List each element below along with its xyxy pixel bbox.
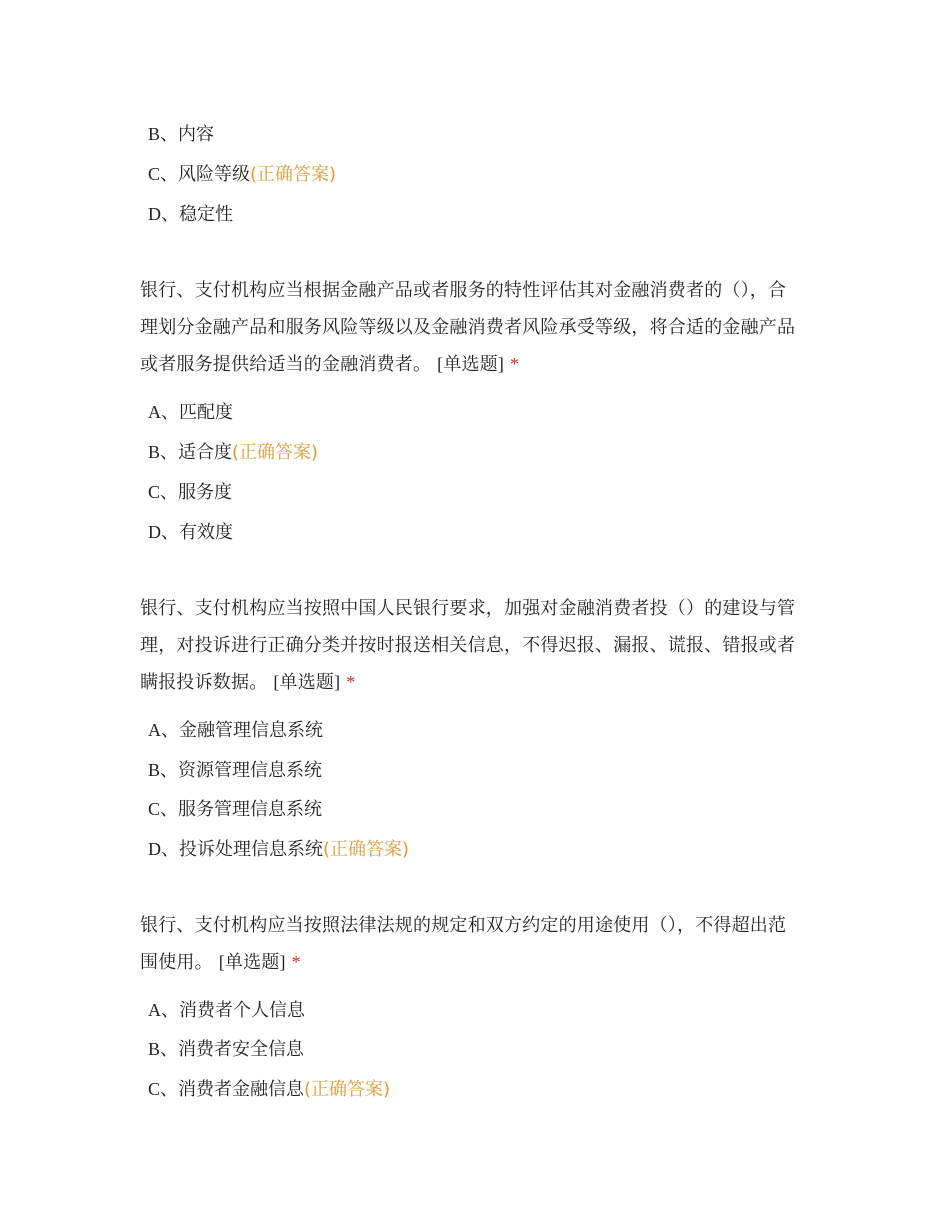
option-letter: A、 (148, 1000, 179, 1020)
option-letter: B、 (148, 442, 179, 462)
question-line-text: 或者服务提供给适当的金融消费者。 (140, 354, 432, 375)
question-line: 理，对投诉进行正确分类并按时报送相关信息，不得迟报、漏报、谎报、错报或者 (140, 635, 796, 656)
question-line: 银行、支付机构应当按照中国人民银行要求，加强对金融消费者投（）的建设与管 (140, 598, 796, 619)
option-text: 内容 (178, 124, 215, 145)
option-text: 服务管理信息系统 (178, 799, 323, 820)
option-a[interactable] (148, 719, 323, 741)
option-c[interactable] (148, 481, 232, 503)
question-line: 银行、支付机构应当按照法律法规的规定和双方约定的用途使用（），不得超出范 (140, 915, 787, 936)
option-text: 消费者安全信息 (178, 1039, 305, 1060)
required-mark: * (291, 952, 301, 972)
option-text: 有效度 (179, 522, 233, 543)
option-b[interactable] (148, 759, 322, 781)
option-text: 适合度 (178, 442, 233, 463)
option-a[interactable] (148, 999, 305, 1021)
option-text: 服务度 (178, 482, 233, 503)
option-letter: C、 (148, 799, 179, 819)
question-text (140, 907, 820, 981)
option-letter: B、 (148, 1039, 179, 1059)
required-mark: * (510, 354, 520, 374)
option-text: 匹配度 (179, 402, 233, 423)
question-type-tag: [单选题] (218, 952, 286, 972)
option-letter: A、 (148, 720, 179, 740)
option-text: 消费者个人信息 (179, 1000, 305, 1021)
option-a[interactable] (148, 401, 233, 423)
question-line: 银行、支付机构应当根据金融产品或者服务的特性评估其对金融消费者的（），合 (140, 280, 787, 301)
option-letter: D、 (148, 839, 179, 859)
option-b[interactable] (148, 1038, 304, 1060)
question-type-tag: [单选题] (273, 672, 341, 692)
question-line: 理划分金融产品和服务风险等级以及金融消费者风险承受等级，将合适的金融产品 (140, 317, 796, 338)
option-d[interactable] (148, 521, 233, 543)
option-letter: D、 (148, 522, 179, 542)
option-letter: B、 (148, 760, 179, 780)
option-c[interactable] (148, 798, 322, 820)
option-letter: C、 (148, 482, 179, 502)
option-text: 金融管理信息系统 (179, 720, 323, 741)
option-b[interactable] (148, 441, 318, 463)
question-text (140, 272, 820, 383)
option-b[interactable] (148, 123, 214, 145)
question-type-tag: [单选题] (437, 354, 505, 374)
option-letter: B、 (148, 124, 179, 144)
option-text: 风险等级 (178, 164, 251, 185)
question-text (140, 590, 820, 701)
option-letter: A、 (148, 402, 179, 422)
option-text: 消费者金融信息 (178, 1079, 305, 1100)
correct-answer-label: (正确答案) (304, 1079, 391, 1100)
correct-answer-label: (正确答案) (323, 839, 410, 860)
option-d[interactable] (148, 203, 233, 225)
question-line (140, 346, 820, 383)
option-letter: C、 (148, 1079, 179, 1099)
option-letter: C、 (148, 164, 179, 184)
correct-answer-label: (正确答案) (250, 164, 337, 185)
required-mark: * (346, 672, 356, 692)
option-c[interactable] (148, 1078, 390, 1100)
option-text: 资源管理信息系统 (178, 760, 323, 781)
option-c[interactable] (148, 163, 336, 185)
option-letter: D、 (148, 204, 179, 224)
correct-answer-label: (正确答案) (232, 442, 319, 463)
option-text: 投诉处理信息系统 (179, 839, 323, 860)
question-line-text: 围使用。 (140, 952, 213, 973)
question-line (140, 944, 820, 981)
option-text: 稳定性 (179, 204, 233, 225)
option-d[interactable] (148, 838, 409, 860)
question-line-text: 瞒报投诉数据。 (140, 672, 268, 693)
question-line (140, 664, 820, 701)
